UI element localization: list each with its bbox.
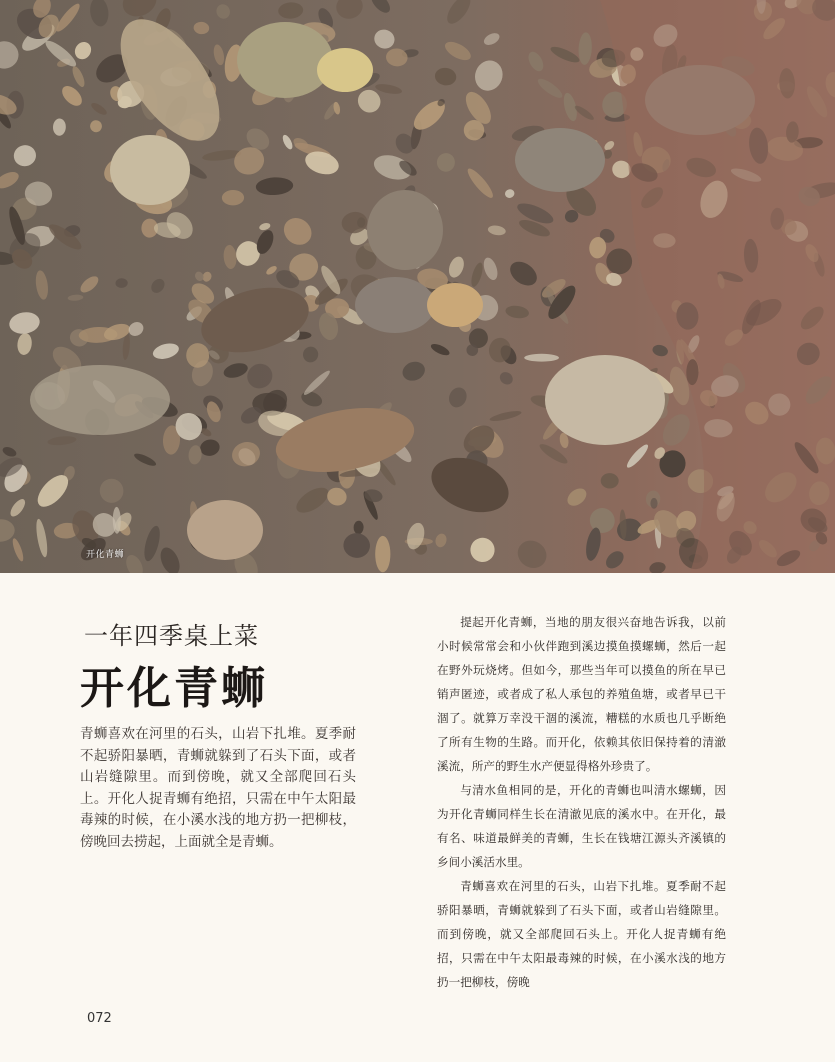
pebble [375, 536, 390, 572]
page-number: 072 [87, 1011, 112, 1026]
photo-caption: 开化青蛳 [86, 550, 125, 560]
body-paragraph: 提起开化青蛳，当地的朋友很兴奋地告诉我，以前小时候常常会和小伙伴跑到溪边摸鱼摸螺蛳，然后一起在野外玩烧烤。但如今，那些当年可以摸鱼的所在早已销声匿迹，或者成了私人承包的养殖鱼塘，或者早已干涸了。就算万幸没干涸的溪流，糟糕的水质也几乎断绝了所有生物的生路。而开化，依赖其依旧保持着的清澈溪流，所产的野生水产便显得格外珍贵了。 [437, 615, 726, 773]
article-title: 开化青蛳 [80, 663, 268, 714]
pebble [650, 498, 657, 509]
pebble [524, 354, 559, 362]
body-column [437, 610, 726, 994]
lead-paragraph: 青蛳喜欢在河里的石头，山岩下扎堆。夏季耐不起骄阳暴晒，青蛳就躲到了石头下面，或者山岩缝隙里。而到傍晚，就又全部爬回石头上。开化人捉青蛳有绝招，只需在中午太阳最毒辣的时候，在小溪水浅的地方扔一把柳枝，傍晚回去捞起，上面就全是青蛳。 [80, 726, 356, 850]
article-subtitle: 一年四季桌上菜 [84, 622, 259, 650]
body-paragraph: 与清水鱼相同的是，开化的青蛳也叫清水螺蛳，因为开化青蛳同样生长在清澈见底的溪水中。在开化，最有名、味道最鲜美的青蛳，生长在钱塘江源头齐溪镇的乡间小溪活水里。 [437, 783, 726, 869]
body-paragraph: 青蛳喜欢在河里的石头，山岩下扎堆。夏季耐不起骄阳暴晒，青蛳就躲到了石头下面，或者山岩缝隙里。而到傍晚，就又全部爬回石头上。开化人捉青蛳有绝招，只需在中午太阳最毒辣的时候，在小溪水浅的地方扔一把柳枝，傍晚 [437, 879, 726, 989]
